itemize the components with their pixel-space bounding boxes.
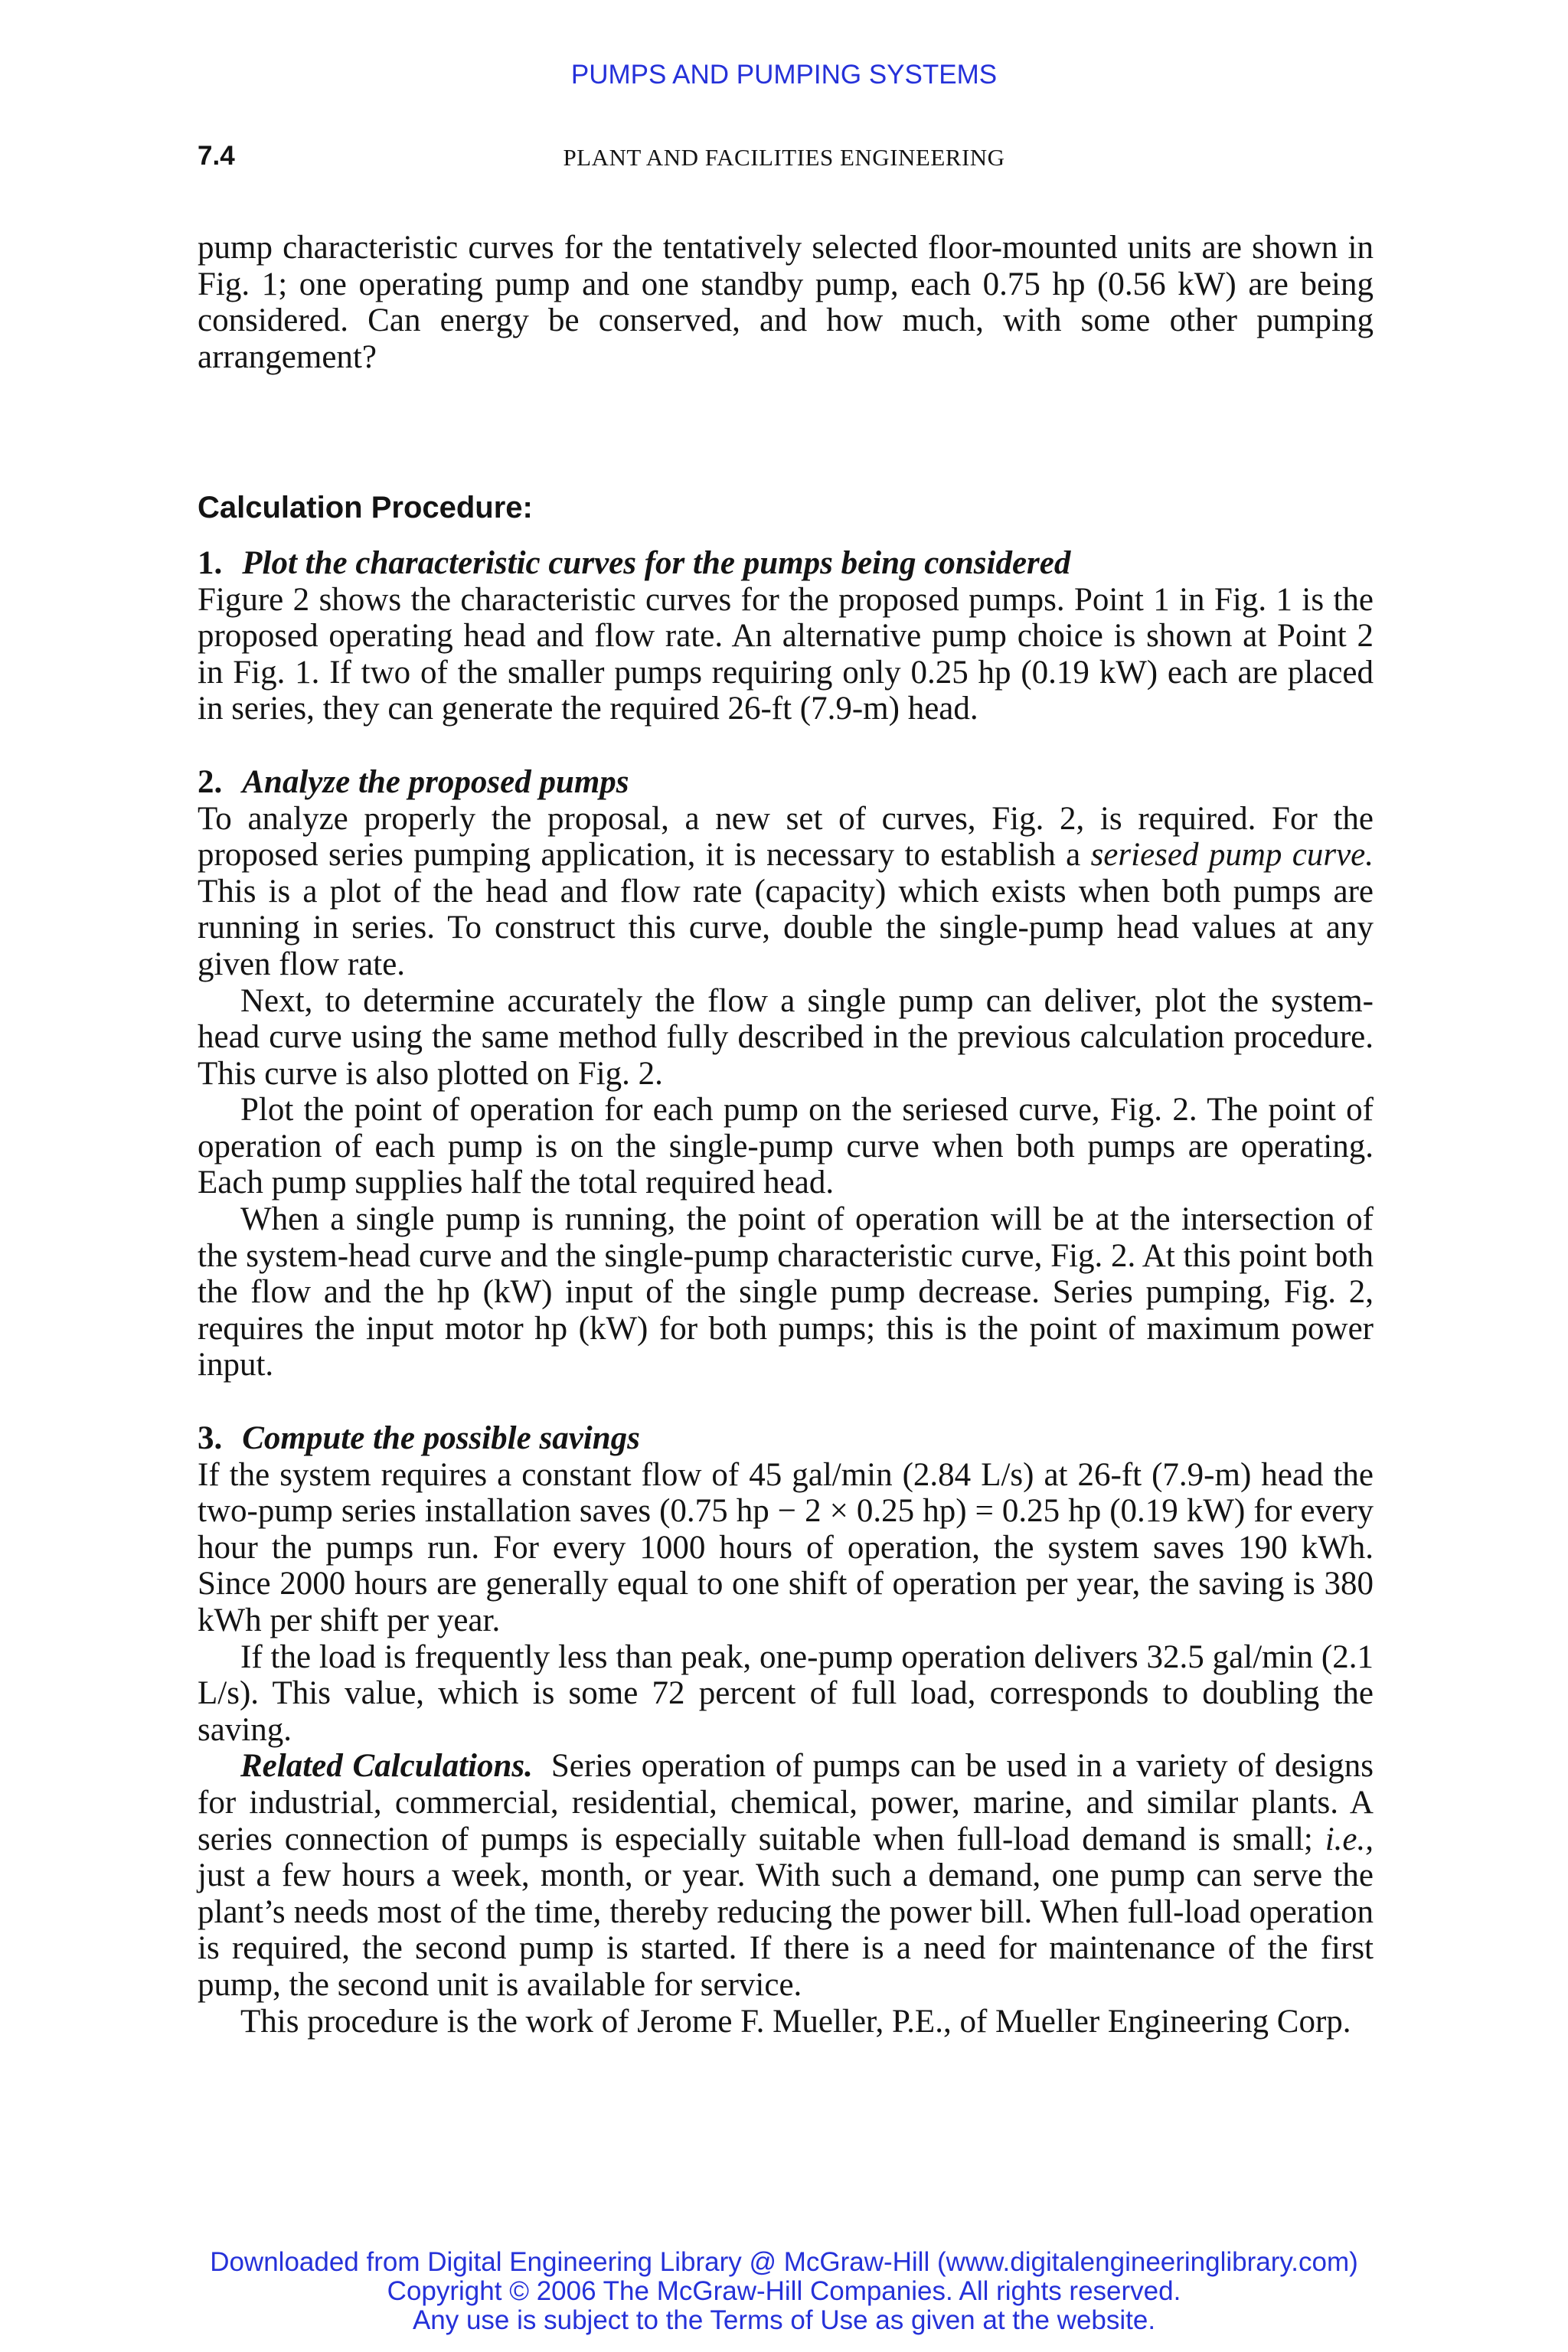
step-1-title: Plot the characteristic curves for the pumps being considered <box>242 544 1071 581</box>
step-3-number: 3. <box>198 1420 223 1457</box>
credit-paragraph: This procedure is the work of Jerome F. Mueller, P.E., of Mueller Engineering Corp. <box>240 2003 1351 2040</box>
step-2-p1-text-end: This is a plot of the head and flow rate (capacity) which exists when both pumps are running in series. To construct this curve, double the single-pump head values at any given flow rate. <box>198 873 1374 982</box>
footer-terms-link[interactable]: Any use is subject to the Terms of Use as given at the website. <box>412 2305 1156 2335</box>
step-2-number: 2. <box>198 763 223 800</box>
footer-copyright: Copyright © 2006 The McGraw-Hill Companies. All rights reserved. <box>387 2276 1181 2306</box>
step-3-title: Compute the possible savings <box>242 1420 640 1457</box>
page-number: 7.4 <box>198 141 235 171</box>
step-2-p1-text: To analyze properly the proposal, a new set of curves, Fig. 2, is required. For the proposed series pumping application, it is necessary to establish a <box>198 800 1374 874</box>
step-3-heading <box>198 1420 1374 1457</box>
step-3-paragraph-1: If the system requires a constant flow of 45 gal/min (2.84 L/s) at 26-ft (7.9-m) head the two-pump series installation saves (0.75 hp − 2 × 0.25 hp) = 0.25 hp (0.19 kW) for every hour the pumps run. For every 1000 hours of operation, the system saves 190 kWh. Since 2000 hours are generally equal to one shift of operation per year, the saving is 380 kWh per shift per year. <box>198 1456 1374 1638</box>
section-heading: Calculation Procedure: <box>198 491 533 525</box>
page-body <box>198 230 1374 2040</box>
step-1-number: 1. <box>198 544 223 581</box>
related-text: Series operation of pumps can be used in a variety of designs for industrial, commercial, residential, chemical, power, marine, and similar plants. A series connection of pumps is especially suitable when full-load demand is small; <box>198 1748 1374 1857</box>
running-head: PLANT AND FACILITIES ENGINEERING <box>563 144 1005 171</box>
step-2-paragraph-2: Next, to determine accurately the flow a single pump can deliver, plot the system-head curve using the same method fully described in the previous calculation procedure. This curve is also plotted on Fig. 2. <box>198 982 1374 1092</box>
footer-notice <box>0 2248 1568 2335</box>
step-1-body: Figure 2 shows the characteristic curves for the proposed pumps. Point 1 in Fig. 1 is the proposed operating head and flow rate. An alternative pump choice is shown at Point 2 in Fig. 1. If two of the smaller pumps requiring only 0.25 hp (0.19 kW) each are placed in series, they can generate the required 26-ft (7.9-m) head. <box>198 581 1374 727</box>
ie-abbreviation: i.e., <box>1325 1821 1374 1857</box>
step-2-paragraph-4: When a single pump is running, the point of operation will be at the intersection of the system-head curve and the single-pump characteristic curve, Fig. 2. At this point both the flow and the hp (kW) input of the single pump decrease. Series pumping, Fig. 2, requires the input motor hp (kW) for both pumps; this is the point of maximum power input. <box>198 1201 1374 1383</box>
step-2-paragraph-1 <box>198 801 1374 983</box>
intro-paragraph: pump characteristic curves for the tentatively selected floor-mounted units are shown in Fig. 1; one operating pump and one standby pump, each 0.75 hp (0.56 kW) are being considered. Can energy be conserved, and how much, with some other pumping arrangement? <box>198 230 1374 375</box>
step-3-paragraph-2: If the load is frequently less than peak, one-pump operation delivers 32.5 gal/min (2.1 L/s). This value, which is some 72 percent of full load, corresponds to doubling the saving. <box>198 1638 1374 1748</box>
seriesed-pump-curve-term: seriesed pump curve. <box>1090 837 1374 874</box>
related-calculations-paragraph <box>198 1748 1374 2003</box>
step-2-paragraph-3: Plot the point of operation for each pump on the seriesed curve, Fig. 2. The point of operation of each pump is on the single-pump curve when both pumps are operating. Each pump supplies half the total required head. <box>198 1092 1374 1201</box>
step-2-heading <box>198 764 1374 801</box>
chapter-banner: PUMPS AND PUMPING SYSTEMS <box>570 60 998 90</box>
footer-download-link[interactable]: Downloaded from Digital Engineering Library @ McGraw-Hill (www.digitalengineeringlibrary.com) <box>210 2247 1358 2277</box>
step-1-heading <box>198 545 1374 582</box>
related-calculations-title: Related Calculations. <box>240 1748 533 1785</box>
step-2-title: Analyze the proposed pumps <box>242 763 629 800</box>
related-text-end: just a few hours a week, month, or year. With such a demand, one pump can serve the plant’s needs most of the time, thereby reducing the power bill. When full-load operation is required, the second pump is started. If there is a need for maintenance of the first pump, the second unit is available for service. <box>198 1857 1374 2003</box>
